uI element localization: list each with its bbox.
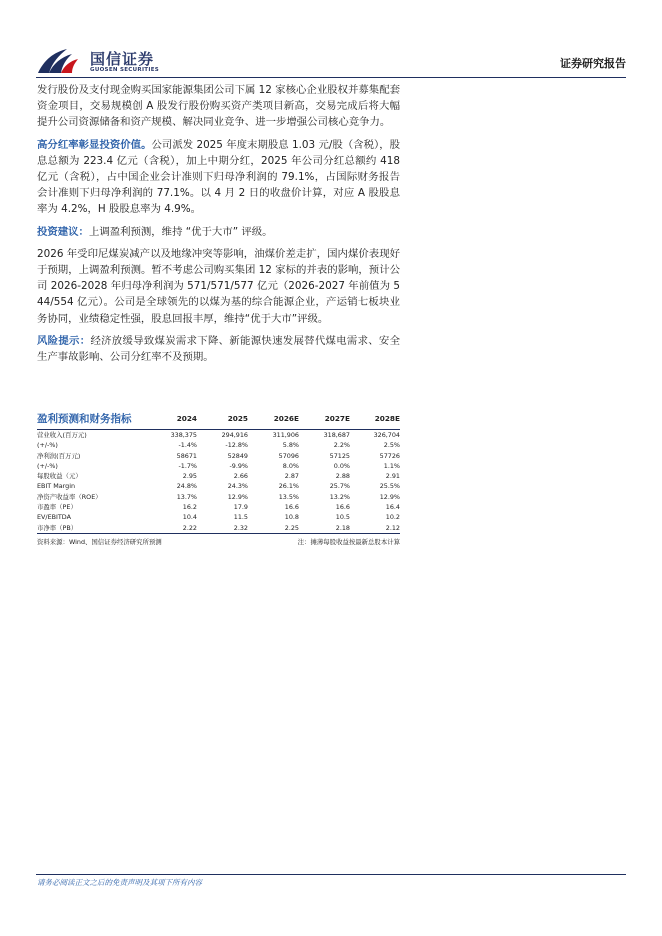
value-cell: 12.9% xyxy=(227,492,248,501)
table-row xyxy=(37,523,400,534)
financial-forecast-table xyxy=(37,409,400,534)
value-cell: 57125 xyxy=(329,451,350,460)
table-row xyxy=(37,481,400,491)
table-row xyxy=(37,440,400,450)
investment-advice-text: 上调盈利预测，维持 “优于大市” 评级。 xyxy=(88,225,273,238)
value-cell: 2.2% xyxy=(333,441,350,450)
value-cell: 25.5% xyxy=(379,482,400,491)
value-cell: 2.5% xyxy=(383,441,400,450)
table-row xyxy=(37,451,400,461)
value-cell: 2.88 xyxy=(335,472,350,481)
value-cell: 16.2 xyxy=(182,503,197,512)
row-label-cell: 净利润(百万元) xyxy=(37,451,81,460)
column-header-2027e: 2027E xyxy=(299,409,350,430)
value-cell: 2.87 xyxy=(284,472,299,481)
value-cell: 16.6 xyxy=(284,503,299,512)
value-cell: 11.5 xyxy=(233,513,248,522)
value-cell: 10.5 xyxy=(335,513,350,522)
value-cell: 1.1% xyxy=(383,461,400,470)
value-cell: -1.4% xyxy=(178,441,197,450)
investment-advice-heading: 投资建议： xyxy=(37,225,89,238)
value-cell: 13.2% xyxy=(329,492,350,501)
value-cell: -9.9% xyxy=(229,461,248,470)
value-cell: 13.7% xyxy=(176,492,197,501)
table-header-row xyxy=(37,409,400,430)
forecast-paragraph xyxy=(37,246,400,327)
value-cell: 2.22 xyxy=(146,523,197,534)
forecast-text: 2026 年受印尼煤炭减产以及地缘冲突等影响，油煤价差走扩，国内煤价表现好于预期，上调盈利预测。暂不考虑公司购买集团 12 家标的并表的影响，预计公司 2026-2028 年归母净利润为 571/571/577 亿元（2026-2027 年前值为 544/554 亿元）。公司是全球领先的以煤为基的综合能源企业，产运销七板块业务协同，业绩稳定性强，股息回报丰厚，维持“优于大市”评级。 xyxy=(37,247,400,325)
risk-heading: 风险提示： xyxy=(37,334,91,347)
row-label-cell: EV/EBITDA xyxy=(37,513,71,522)
value-cell: 58671 xyxy=(176,451,197,460)
value-cell: 24.8% xyxy=(176,482,197,491)
value-cell: 2.12 xyxy=(350,523,400,534)
value-cell: 16.4 xyxy=(385,503,400,512)
value-cell: 2.18 xyxy=(299,523,350,534)
table-row xyxy=(37,512,400,522)
dividend-text: 公司派发 2025 年度末期股息 1.03 元/股（含税），股息总额为 223.4 亿元（含税），加上中期分红，2025 年公司分红总额约 418 亿元（含税），占中国企业会计准则下归母净利润的 79.1%，占国际财务报告会计准则下归母净利润的 77.1%。以 4 月 2 日的收盘价计算，对应 A 股股息率为 4.2%，H 股股息率为 4.9%。 xyxy=(37,138,401,216)
row-label-cell: 市盈率（PE） xyxy=(37,503,77,512)
value-cell: 10.2 xyxy=(385,513,400,522)
value-cell: 2.66 xyxy=(233,472,248,481)
value-cell: 2.95 xyxy=(182,472,197,481)
value-cell: 294,916 xyxy=(221,431,248,439)
value-cell: 338,375 xyxy=(170,431,197,439)
data-source-note: 资料来源：Wind、国信证券经济研究所预测 xyxy=(37,538,162,546)
table-title: 盈利预测和财务指标 xyxy=(37,409,146,430)
table-notes xyxy=(37,537,400,547)
company-logo xyxy=(36,44,176,76)
guosen-logo-icon xyxy=(36,46,86,76)
value-cell: 5.8% xyxy=(282,441,299,450)
value-cell: 10.4 xyxy=(182,513,197,522)
value-cell: 26.1% xyxy=(278,482,299,491)
report-body xyxy=(37,82,400,371)
value-cell: 2.32 xyxy=(197,523,248,534)
eps-basis-note: 注：摊薄每股收益按最新总股本计算 xyxy=(297,538,400,546)
value-cell: 311,906 xyxy=(272,431,299,439)
table-row xyxy=(37,461,400,471)
page-header xyxy=(36,44,626,76)
acquisition-text: 发行股份及支付现金购买国家能源集团公司下属 12 家核心企业股权并募集配套资金项目，交易规模创 A 股发行股份购买资产类项目新高，交易完成后将大幅提升公司资源储备和资产规模、解决同业竞争、进一步增强公司核心竞争力。 xyxy=(37,84,400,129)
column-header-2026e: 2026E xyxy=(248,409,299,430)
value-cell: 12.9% xyxy=(379,492,400,501)
value-cell: 8.0% xyxy=(282,461,299,470)
footer-divider xyxy=(36,874,626,875)
table-row xyxy=(37,471,400,481)
logo-english-name: GUOSEN SECURITIES xyxy=(90,67,160,73)
value-cell: 57096 xyxy=(278,451,299,460)
report-type-label: 证券研究报告 xyxy=(560,57,626,70)
value-cell: 2.25 xyxy=(248,523,299,534)
row-label-cell: 营业收入(百万元) xyxy=(37,431,87,439)
value-cell: 10.8 xyxy=(284,513,299,522)
column-header-2025: 2025 xyxy=(197,409,248,430)
value-cell: 318,687 xyxy=(323,431,350,439)
value-cell: 2.91 xyxy=(385,472,400,481)
value-cell: 16.6 xyxy=(335,503,350,512)
column-header-2028e: 2028E xyxy=(350,409,400,430)
risk-paragraph xyxy=(37,333,400,365)
risk-text: 经济放缓导致煤炭需求下降、新能源快速发展替代煤电需求、安全生产事故影响、公司分红率不及预期。 xyxy=(37,334,401,364)
acquisition-paragraph xyxy=(37,82,400,131)
table-body xyxy=(37,430,400,534)
column-header-2024: 2024 xyxy=(146,409,197,430)
investment-advice-paragraph xyxy=(37,224,400,240)
value-cell: -12.8% xyxy=(225,441,248,450)
value-cell: -1.7% xyxy=(178,461,197,470)
logo-chinese-name: 国信证券 xyxy=(90,50,155,68)
table-row xyxy=(37,430,400,441)
dividend-heading: 高分红率彰显投资价值。 xyxy=(37,138,152,151)
value-cell: 57726 xyxy=(379,451,400,460)
row-label-cell: 净资产收益率（ROE） xyxy=(37,492,102,501)
footer-disclaimer: 请务必阅读正文之后的免责声明及其项下所有内容 xyxy=(37,878,202,887)
row-label-cell: (+/-%) xyxy=(37,441,58,450)
row-label-cell: 每股收益（元） xyxy=(37,472,82,481)
value-cell: 13.5% xyxy=(278,492,299,501)
row-label-cell: EBIT Margin xyxy=(37,482,76,491)
value-cell: 17.9 xyxy=(233,503,248,512)
value-cell: 0.0% xyxy=(333,461,350,470)
value-cell: 52849 xyxy=(227,451,248,460)
row-label-cell: (+/-%) xyxy=(37,461,58,470)
value-cell: 326,704 xyxy=(373,431,400,439)
table-row xyxy=(37,492,400,502)
value-cell: 24.3% xyxy=(227,482,248,491)
value-cell: 25.7% xyxy=(329,482,350,491)
table-row xyxy=(37,502,400,512)
row-label-cell: 市净率（PB） xyxy=(37,523,146,534)
header-divider xyxy=(36,77,626,78)
dividend-paragraph xyxy=(37,137,400,218)
